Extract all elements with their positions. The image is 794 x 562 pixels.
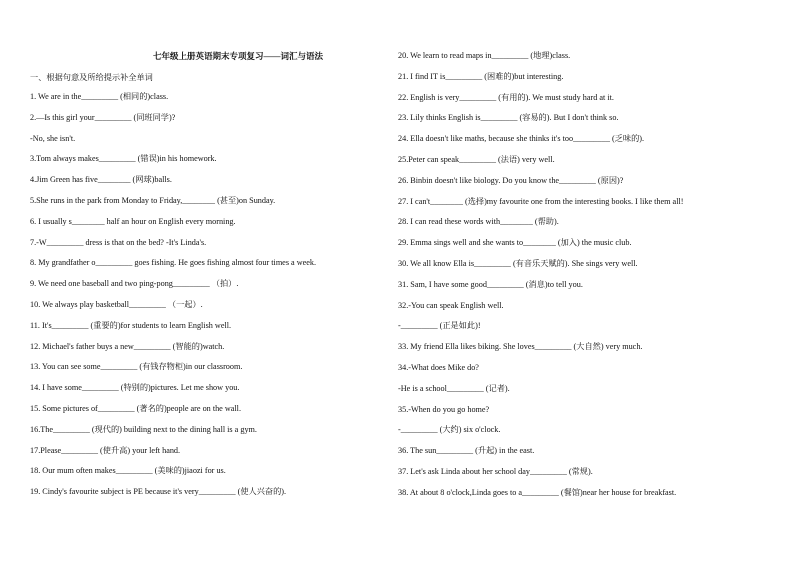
exercise-item: 9. We need one baseball and two ping-pong_________ （拍）. [30,279,239,289]
exercise-item: 35.-When do you go home? [398,404,490,414]
exercise-item: 2.—Is this girl your_________ (同班同学)? [30,112,176,122]
exercise-item: 32.-You can speak English well. [398,300,504,310]
exercise-item: 1. We are in the_________ (相同的)class. [30,92,169,101]
exercise-item: 19. Cindy's favourite subject is PE because it's very_________ (使人兴奋的). [30,487,287,497]
exercise-item: 17.Please_________ (使升高) your left hand. [30,445,181,455]
exercise-item: 23. Lily thinks English is_________ (容易的). But I don't think so. [398,113,619,123]
exercise-item: 27. I can't________ (选择)my favourite one from the interesting books. I like them all! [398,196,684,206]
exercise-item: 18. Our mum often makes_________ (美味的)jiaozi for us. [30,466,226,476]
exercise-item: -_________ (正是如此)! [398,321,481,331]
exercise-item: 15. Some pictures of_________ (著名的)people are on the wall. [30,404,242,413]
exercise-item: 30. We all know Ella is_________ (有音乐天赋的). She sings very well. [398,259,638,268]
exercise-item: 10. We always play basketball_________ （一起）. [30,300,203,309]
exercise-item: 34.-What does Mike do? [398,363,479,372]
exercise-item: 20. We learn to read maps in_________ (地理)class. [398,51,571,60]
exercise-item: 38. At about 8 o'clock,Linda goes to a_________ (餐馆)near her house for breakfast. [398,487,677,497]
exercise-item: 33. My friend Ella likes biking. She loves_________ (大自然) very much. [398,342,643,352]
exercise-item: 12. Michael's father buys a new_________ (智能的)watch. [30,341,225,351]
exercise-item: 3.Tom always makes_________ (错误)in his homework. [30,154,217,164]
exercise-item: 31. Sam, I have some good_________ (消息)to tell you. [398,279,583,289]
page-title: 七年级上册英语期末专项复习——词汇与语法 [152,51,323,61]
exercise-item: 14. I have some_________ (特别的)pictures. Let me show you. [30,383,240,393]
exercise-item: 7.-W_________ dress is that on the bed? -It's Linda's. [30,237,207,247]
exercise-item: 25.Peter can speak_________ (法语) very well. [398,155,555,164]
exercise-item: 29. Emma sings well and she wants to________ (加入) the music club. [398,238,632,248]
exercise-item: 37. Let's ask Linda about her school day_________ (常规). [398,467,593,476]
exercise-item: -He is a school_________ (记者). [398,383,510,393]
exercise-item: 6. I usually s________ half an hour on English every morning. [30,216,236,226]
exercise-item: -No, she isn't. [30,133,76,143]
exercise-item: 26. Binbin doesn't like biology. Do you know the_________ (原因)? [398,175,624,185]
section-heading: 一、根据句意及所给提示补全单词 [30,73,153,82]
exercise-item: 21. I find IT is_________ (困难的)but interesting. [398,71,564,81]
exercise-item: 5.She runs in the park from Monday to Friday,________ (甚至)on Sunday. [30,196,276,205]
exercise-item: 16.The_________ (现代的) building next to the dining hall is a gym. [30,424,257,434]
exercise-item: 4.Jim Green has five________ (网球)balls. [30,175,172,185]
exercise-item: 24. Ella doesn't like maths, because she thinks it's too_________ (乏味的). [398,134,645,144]
exercise-item: 8. My grandfather o_________ goes fishing. He goes fishing almost four times a week. [30,258,317,268]
exercise-item: 28. I can read these words with________ (帮助). [398,217,559,227]
exercise-item: 13. You can see some_________ (有钱存物柜)in our classroom. [30,362,243,372]
exercise-item: -_________ (大约) six o'clock. [398,425,501,435]
exercise-item: 11. It's_________ (重要的)for students to learn English well. [30,320,232,330]
exercise-item: 22. English is very_________ (有用的). We must study hard at it. [398,92,614,102]
exercise-item: 36. The sun_________ (升起) in the east. [398,446,535,456]
